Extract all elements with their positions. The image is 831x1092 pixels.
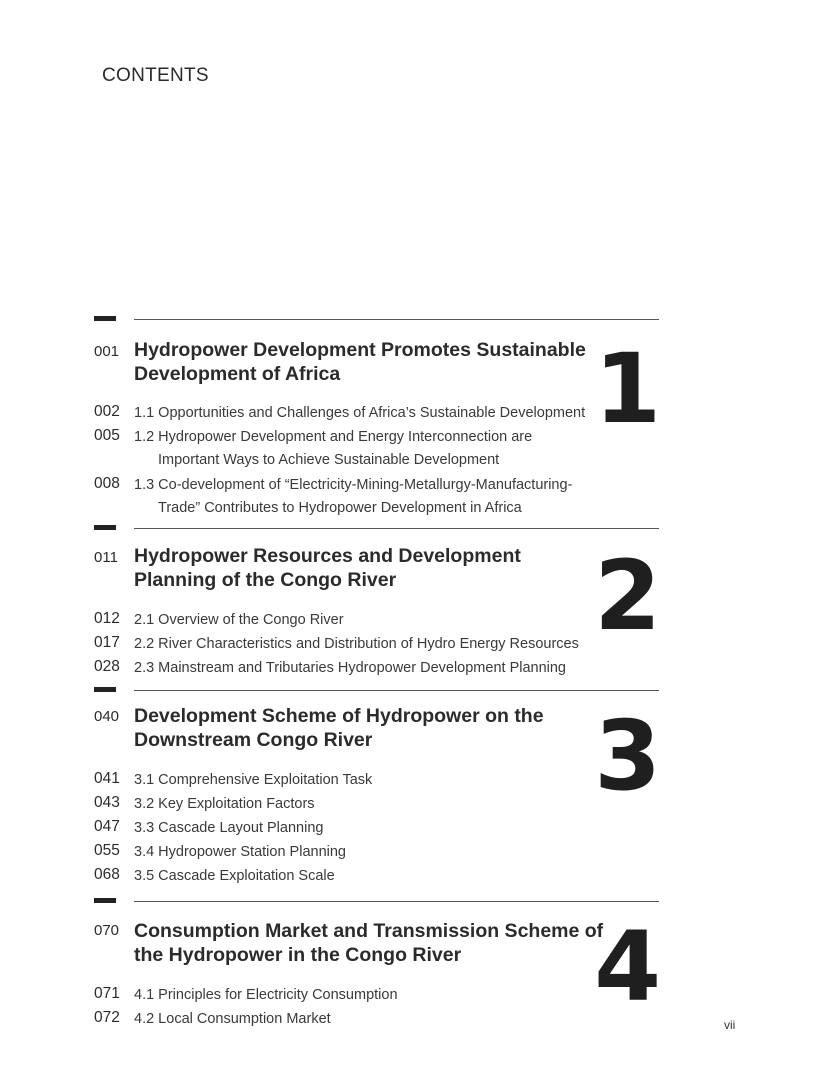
entry-page-number: 072 [94,1009,120,1026]
entry-page-number: 055 [94,842,120,859]
chapter-number: 1 [594,333,659,445]
chapter-marker [94,687,116,692]
entry-page-number: 041 [94,770,120,787]
chapter-marker [94,316,116,321]
entry-title [134,402,594,425]
entry-line: 2.2 River Characteristics and Distribution of Hydro Energy Resources [134,636,579,652]
chapter-marker [94,525,116,530]
entry-line-continued: Trade” Contributes to Hydropower Development in Africa [158,500,522,516]
entry-line: 3.2 Key Exploitation Factors [134,796,315,812]
chapter-title[interactable]: Hydropower Development Promotes Sustainable Development of Africa [134,339,586,385]
entry-line: 3.4 Hydropower Station Planning [134,844,346,860]
entry-page-number: 028 [94,658,120,675]
entry-title [134,474,594,520]
entry-line: 2.3 Mainstream and Tributaries Hydropower Development Planning [134,660,566,676]
entry-page-number: 047 [94,818,120,835]
entry-title [134,633,594,656]
chapter-page-number[interactable]: 011 [94,549,118,566]
entry-title [134,426,594,472]
entry-title [134,817,594,840]
chapter-number: 2 [594,540,659,652]
entry-line: 2.1 Overview of the Congo River [134,612,344,628]
entry-page-number: 017 [94,634,120,651]
chapter-page-number[interactable]: 040 [94,708,120,725]
entry-line: 3.1 Comprehensive Exploitation Task [134,772,373,788]
entry-line: 4.2 Local Consumption Market [134,1011,331,1027]
entry-page-number: 012 [94,610,120,627]
entry-title [134,657,594,680]
chapter-divider [134,528,659,529]
entry-title [134,793,594,816]
contents-heading: CONTENTS [102,65,209,86]
entry-line: 1.1 Opportunities and Challenges of Africa’s Sustainable Development [134,405,586,421]
entry-line: 3.5 Cascade Exploitation Scale [134,868,335,884]
entry-line: 4.1 Principles for Electricity Consumption [134,987,398,1003]
entry-page-number: 071 [94,985,120,1002]
entry-page-number: 008 [94,475,120,492]
chapter-marker [94,898,116,903]
entry-line: 1.3 Co-development of “Electricity-Mining-Metallurgy-Manufacturing- [134,477,573,493]
chapter-title[interactable]: Hydropower Resources and Development Planning of the Congo River [134,545,521,591]
chapter-page-number[interactable]: 001 [94,343,120,360]
entry-title [134,1008,594,1031]
entry-line: 3.3 Cascade Layout Planning [134,820,324,836]
entry-page-number: 043 [94,794,120,811]
chapter-page-number[interactable]: 070 [94,922,120,939]
entry-page-number: 005 [94,427,120,444]
page-number: vii [724,1018,736,1032]
entry-title [134,841,594,864]
entry-title [134,865,594,888]
chapter-divider [134,901,659,902]
chapter-divider [134,690,659,691]
chapter-number: 3 [594,700,659,812]
entry-page-number: 068 [94,866,120,883]
entry-title [134,609,594,632]
entry-title [134,984,594,1007]
entry-title [134,769,594,792]
chapter-title[interactable]: Consumption Market and Transmission Scheme of the Hydropower in the Congo River [134,920,604,966]
chapter-number: 4 [594,911,659,1023]
chapter-divider [134,319,659,320]
chapter-title[interactable]: Development Scheme of Hydropower on the Downstream Congo River [134,705,544,751]
entry-line: 1.2 Hydropower Development and Energy Interconnection are [134,429,533,445]
entry-page-number: 002 [94,403,120,420]
entry-line-continued: Important Ways to Achieve Sustainable Development [158,452,500,468]
